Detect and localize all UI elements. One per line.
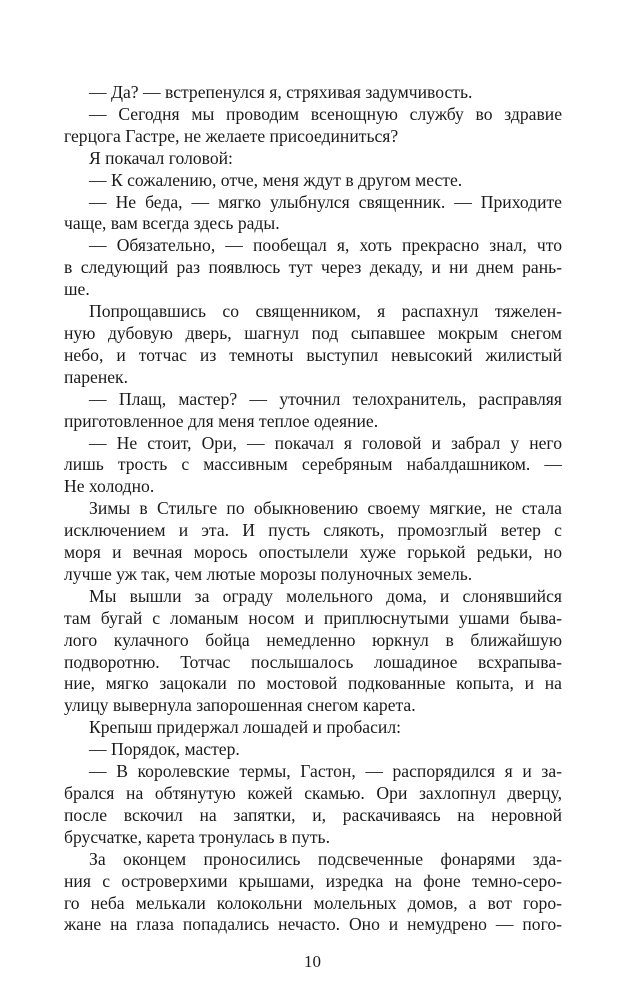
paragraph [64,586,562,717]
text-line: ную дубовую дверь, шагнул под сыпавшее мокрым снегом [64,322,562,343]
text-line: там бугай с ломаным носом и приплюснутыми ушами быва- [64,607,562,628]
paragraph [64,849,562,937]
text-line: подворотню. Тотчас послышалось лошадиное всхрапыва- [64,651,562,672]
text-line: чаще, вам всегда здесь рады. [64,213,280,234]
paragraph [64,761,562,849]
text-line: Не холодно. [64,476,155,497]
paragraph [64,104,562,148]
text-line: Зимы в Стильге по обыкновению своему мягкие, не стала [89,498,562,519]
paragraph [64,389,562,433]
text-line: приготовленное для меня теплое одеяние. [64,410,379,431]
paragraph [64,301,562,389]
text-line: — В королевские термы, Гастон, — распорядился я и за- [89,761,562,782]
text-line: лучше уж так, чем лютые морозы полуночных земель. [64,563,473,584]
text-line: ние, мягко зацокали по мостовой подкованные копыта, и на [64,673,562,694]
page-text [64,82,562,936]
text-line: брался на обтянутую кожей скамью. Ори захлопнул дверцу, [64,783,562,803]
paragraph [64,192,562,236]
text-line: лишь трость с массивным серебряным набалдашником. — [64,454,562,475]
text-line: герцога Гастре, не желаете присоединиться? [64,125,399,146]
text-line: Я покачал головой: [89,147,233,168]
text-line: Мы вышли за ограду молельного дома, и слонявшийся [89,585,562,606]
text-line: улицу вывернула запорошенная снегом карета. [64,695,416,716]
text-line: брусчатке, карета тронулась в путь. [64,826,330,847]
paragraph [64,717,562,739]
paragraph [64,148,562,170]
text-line: — Да? — встрепенулся я, стряхивая задумчивость. [89,82,473,102]
text-line: — Плащ, мастер? — уточнил телохранитель, расправляя [89,388,562,409]
text-line: За оконцем проносились подсвеченные фонарями зда- [89,848,562,869]
text-line: моря и вечная морось опостылели хуже горькой редьки, но [64,542,562,563]
text-line: ше. [64,279,90,300]
text-line: небо, и тотчас из темноты выступил невысокий жилистый [64,344,562,365]
text-line: — Сегодня мы проводим всенощную службу во здравие [89,103,562,124]
text-line: после вскочил на запятки, и, раскачиваясь на неровной [64,804,562,825]
page-number: 10 [304,952,321,971]
text-line: жане на глаза попадались нечасто. Оно и немудрено — пого- [64,914,562,935]
text-line: исключением и эта. И пусть слякоть, промозглый ветер с [64,520,562,541]
paragraph [64,433,562,499]
text-line: — Обязательно, — пообещал я, хоть прекрасно знал, что [89,235,562,256]
text-line: Попрощавшись со священником, я распахнул тяжелен- [89,301,562,322]
text-line: лого кулачного бойца немедленно юркнул в ближайшую [64,629,562,650]
text-line: Крепыш придержал лошадей и пробасил: [89,717,401,738]
text-line: в следующий раз появлюсь тут через декаду, и ни днем рань- [64,257,562,278]
text-line: паренек. [64,366,129,387]
text-line: ния с островерхими крышами, изредка на фоне темно-серо- [64,870,562,891]
paragraph [64,498,562,586]
paragraph [64,235,562,301]
text-line: — Не беда, — мягко улыбнулся священник. — Приходите [89,191,562,212]
paragraph [64,170,562,192]
text-line: го неба мелькали колокольни молельных домов, а вот горо- [64,892,562,913]
paragraph [64,739,562,761]
text-line: — Порядок, мастер. [89,739,240,760]
paragraph [64,82,562,104]
text-line: — К сожалению, отче, меня ждут в другом месте. [89,169,463,190]
text-line: — Не стоит, Ори, — покачал я головой и забрал у него [89,432,562,453]
